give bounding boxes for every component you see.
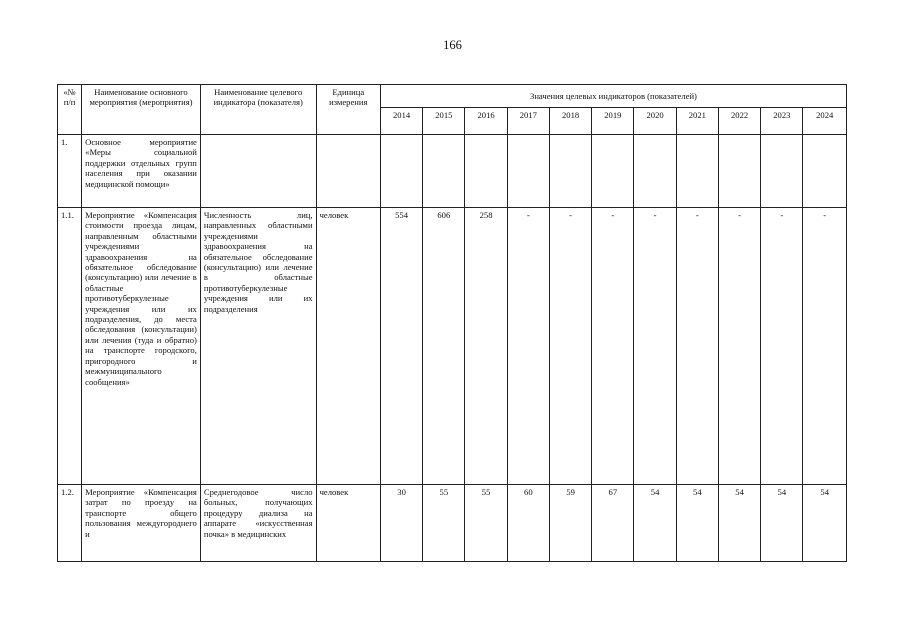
value-cell: 54 [803,485,847,562]
header-row-top [58,85,847,108]
row-number: 1.2. [58,485,82,562]
indicator-name: Численность лиц, направленных областными учреждениями здравоохранения на обязательное обследование (консультацию) или лечение в областные противотуберкулезные учреждения или их подразделения [200,208,316,485]
unit-cell: человек [316,485,380,562]
value-cell [423,135,465,208]
value-cell: 54 [634,485,676,562]
year-header: 2021 [676,108,718,135]
value-cell [507,135,549,208]
header-main-event: Наименование основного мероприятия (мероприятия) [82,85,201,135]
table-row [58,208,847,485]
page-number: 166 [443,38,462,52]
event-name: Мероприятие «Компенсация затрат по проезду на транспорте общего пользования междугороднего и [82,485,201,562]
value-cell: 258 [465,208,507,485]
row-number: 1. [58,135,82,208]
value-cell [718,135,760,208]
value-cell: 554 [380,208,422,485]
table-row [58,135,847,208]
year-header: 2015 [423,108,465,135]
value-cell: 54 [676,485,718,562]
unit-cell: человек [316,208,380,485]
event-name: Мероприятие «Компенсация стоимости проезда лицам, направленным областными учреждениями здравоохранения на обязательное обследование (консультацию) или лечение в областные противотуберкулезные учреждения или их подразделения, до места обследования (консультации) или лечения (туда и обратно) на транспорте городского, пригородного и межмуниципального сообщения» [82,208,201,485]
value-cell [549,135,591,208]
header-indicator: Наименование целевого индикатора (показателя) [200,85,316,135]
header-unit: Единица измерения [316,85,380,135]
value-cell [803,135,847,208]
indicators-table [57,84,847,562]
value-cell: - [676,208,718,485]
value-cell: 54 [761,485,803,562]
year-header: 2024 [803,108,847,135]
year-header: 2016 [465,108,507,135]
value-cell: - [803,208,847,485]
year-header: 2017 [507,108,549,135]
value-cell: - [634,208,676,485]
year-header: 2014 [380,108,422,135]
table-row [58,485,847,562]
value-cell [676,135,718,208]
value-cell: - [507,208,549,485]
year-header: 2020 [634,108,676,135]
row-number: 1.1. [58,208,82,485]
value-cell: - [592,208,634,485]
value-cell [465,135,507,208]
value-cell: 59 [549,485,591,562]
event-name: Основное мероприятие «Меры социальной поддержки отдельных групп населения при оказании медицинской помощи» [82,135,201,208]
value-cell: - [718,208,760,485]
value-cell: 606 [423,208,465,485]
value-cell [592,135,634,208]
value-cell: 30 [380,485,422,562]
unit-cell [316,135,380,208]
value-cell: - [761,208,803,485]
value-cell: 54 [718,485,760,562]
value-cell: - [549,208,591,485]
value-cell [380,135,422,208]
indicator-name [200,135,316,208]
header-no: «№ п/п [58,85,82,135]
year-header: 2023 [761,108,803,135]
indicator-name: Среднегодовое число больных, получающих процедуру диализа на аппарате «искусственная почка» в медицинских [200,485,316,562]
year-header: 2018 [549,108,591,135]
header-values: Значения целевых индикаторов (показателей) [380,85,846,108]
value-cell [761,135,803,208]
value-cell: 67 [592,485,634,562]
value-cell [634,135,676,208]
year-header: 2022 [718,108,760,135]
value-cell: 55 [423,485,465,562]
value-cell: 55 [465,485,507,562]
year-header: 2019 [592,108,634,135]
value-cell: 60 [507,485,549,562]
